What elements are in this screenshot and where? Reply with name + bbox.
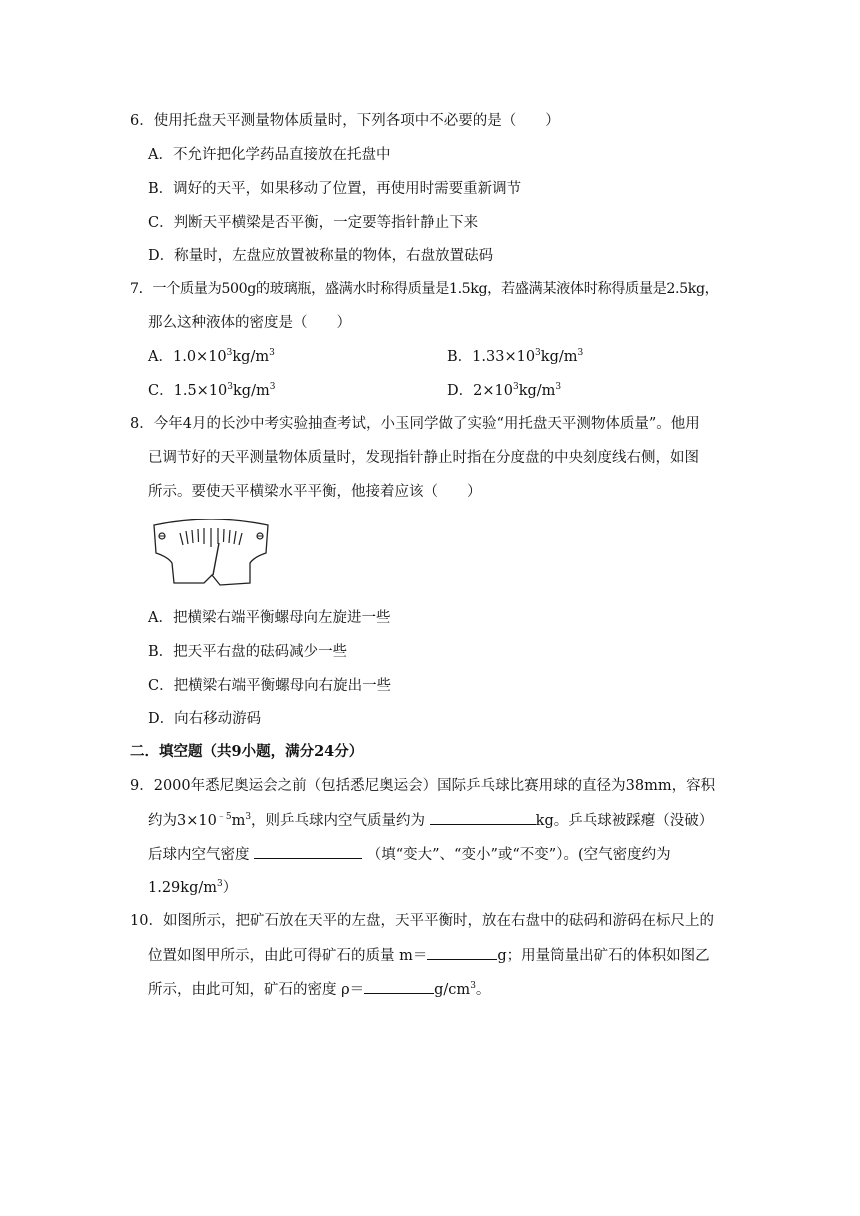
q9-line3: 后球内空气密度 （填“变大”、“变小”或“不变”）。(空气密度约为: [148, 844, 671, 865]
balance-pointer: [213, 543, 219, 575]
q10-blank-mass[interactable]: [427, 945, 497, 960]
q7-option-b: B．$1.33\times 10^3kg/m^3$: [447, 348, 584, 365]
balance-dial-figure: [150, 519, 272, 591]
q9-blank-density[interactable]: [254, 844, 362, 859]
q8-stem-line3: 所示。要使天平横梁水平平衡，他接着应该（ ）: [148, 484, 482, 500]
q6-stem: 6．使用托盘天平测量物体质量时，下列各项中不必要的是（ ）: [130, 113, 560, 129]
q9-line2: 约为$3\times 10^{﹣5}m^3$，则乒乓球内空气质量约为 kg。乒乓球被踩瘪（没破）: [148, 812, 714, 829]
q9-line1: 9．2000年悉尼奥运会之前（包括悉尼奥运会）国际乒乓球比赛用球的直径为38mm，容积: [130, 778, 716, 794]
q7-stem-line1: 7．一个质量为500g的玻璃瓶，盛满水时称得质量是1.5kg，若盛满某液体时称得质量是2.5kg，: [130, 281, 719, 297]
q8-option-a: A．把横梁右端平衡螺母向左旋进一些: [148, 610, 391, 626]
q7-option-d: D．$2\times 10^3kg/m^3$: [447, 382, 562, 399]
q8-option-b: B．把天平右盘的砝码减少一些: [148, 644, 348, 660]
q8-stem-line1: 8．今年4月的长沙中考实验抽查考试，小玉同学做了实验“用托盘天平测物体质量”。他用: [130, 416, 700, 432]
q10-line2: 位置如图甲所示，由此可得矿石的质量 m＝ g；用量筒量出矿石的体积如图乙: [148, 945, 710, 966]
q9-line4: $1.29kg/m^3$）: [148, 879, 238, 896]
q8-option-c: C．把横梁右端平衡螺母向右旋出一些: [148, 678, 392, 694]
q6-option-c: C．判断天平横梁是否平衡，一定要等指针静止下来: [148, 215, 479, 231]
q10-line3: 所示，由此可知，矿石的密度 $\rho= g/cm^3$。: [148, 981, 491, 998]
q8-option-d: D．向右移动游码: [148, 711, 262, 727]
q6-option-b: B．调好的天平，如果移动了位置，再使用时需要重新调节: [148, 181, 522, 197]
q7-stem-line2: 那么这种液体的密度是（ ）: [148, 315, 351, 331]
q7-option-c: C．$1.5\times 10^3kg/m^3$: [148, 382, 276, 399]
q7-option-a: A．$1.0\times 10^3kg/m^3$: [148, 348, 275, 365]
q6-option-d: D．称量时，左盘应放置被称量的物体，右盘放置砝码: [148, 248, 494, 264]
q10-line1: 10．如图所示，把矿石放在天平的左盘，天平平衡时，放在右盘中的砝码和游码在标尺上的: [130, 913, 714, 929]
q9-blank-mass[interactable]: [430, 810, 536, 825]
q8-stem-line2: 已调节好的天平测量物体质量时，发现指针静止时指在分度盘的中央刻度线右侧，如图: [148, 450, 699, 466]
q10-blank-density[interactable]: [364, 979, 434, 994]
section-2-title: 二．填空题（共9小题，满分24分）: [130, 743, 364, 760]
q6-option-a: A．不允许把化学药品直接放在托盘中: [148, 147, 391, 163]
